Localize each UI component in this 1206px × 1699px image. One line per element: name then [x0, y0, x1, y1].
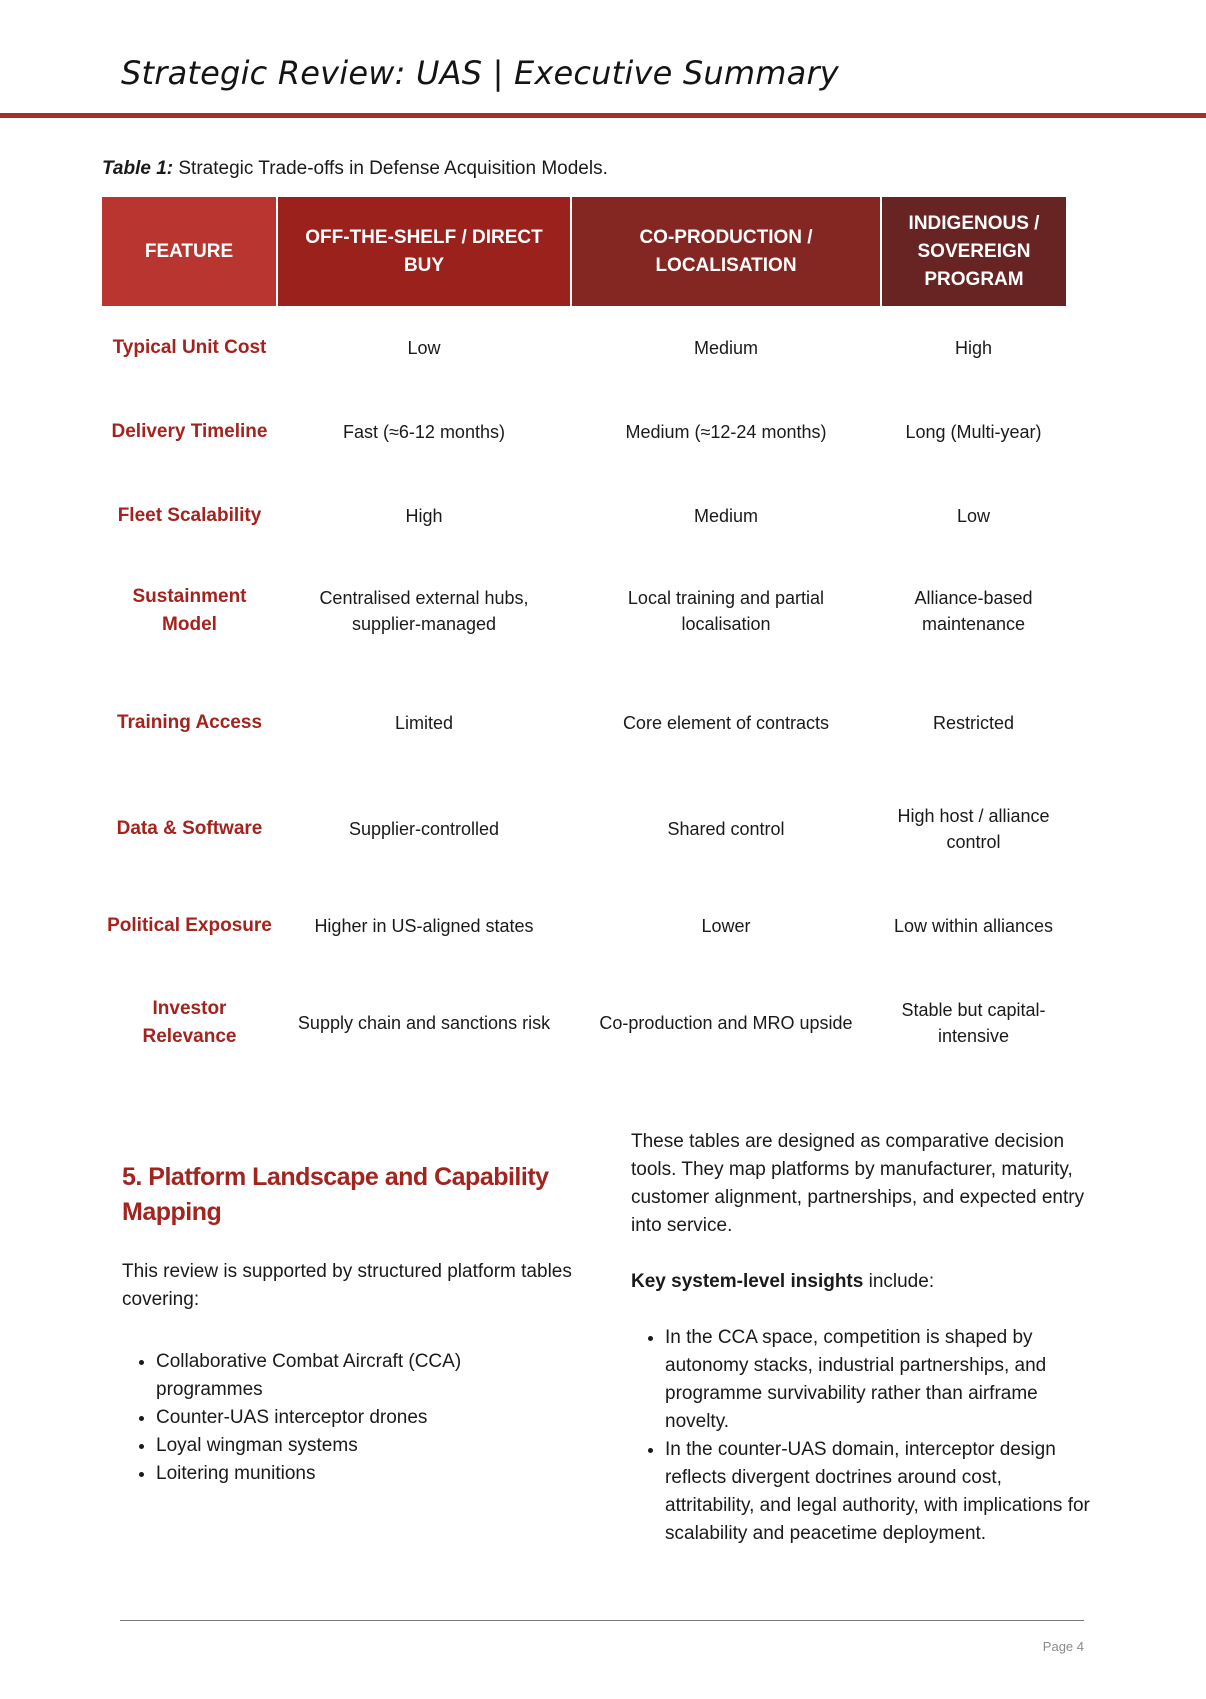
feature-cell: Sustainment Model [132, 586, 247, 635]
trade-offs-table [102, 197, 1066, 1070]
feature-cell: Data & Software [116, 818, 263, 839]
list-item: • Loitering munitions [156, 1460, 572, 1488]
co-production-cell: Core element of contracts [622, 713, 830, 733]
insights-lead-rest: include: [863, 1271, 935, 1292]
table-row [102, 474, 1066, 558]
feature-cell: Fleet Scalability [117, 505, 262, 526]
column-header-off-the-shelf: OFF-THE-SHELF / DIRECT BUY [277, 197, 571, 306]
column-header-feature: FEATURE [102, 197, 277, 306]
table-row [102, 306, 1066, 390]
table-header-row [102, 197, 1066, 306]
page-title: Strategic Review: UAS | Executive Summary [121, 54, 839, 92]
feature-cell: Political Exposure [107, 915, 272, 936]
table-row [102, 782, 1066, 876]
indigenous-cell: Long (Multi-year) [905, 422, 1042, 442]
co-production-cell: Shared control [667, 819, 785, 839]
column-header-co-production: CO-PRODUCTION / LOCALISATION [571, 197, 881, 306]
left-column [122, 1258, 572, 1488]
feature-cell: Investor Relevance [142, 998, 237, 1047]
feature-cell: Training Access [116, 712, 263, 733]
indigenous-cell: Low [956, 506, 991, 526]
off-the-shelf-cell: High [405, 506, 443, 526]
column-header-indigenous: INDIGENOUS / SOVEREIGN PROGRAM [881, 197, 1066, 306]
table-caption [102, 158, 608, 180]
indigenous-cell: Stable but capital-intensive [901, 1000, 1046, 1046]
co-production-cell: Medium [693, 338, 759, 358]
indigenous-cell: High [954, 338, 993, 358]
list-item: • Loyal wingman systems [156, 1432, 572, 1460]
off-the-shelf-cell: Higher in US-aligned states [314, 916, 534, 936]
off-the-shelf-cell: Limited [394, 713, 454, 733]
off-the-shelf-cell: Centralised external hubs, supplier-managed [319, 588, 529, 634]
list-item: • In the CCA space, competition is shaped by autonomy stacks, industrial partnerships, and programme survivability rather than airframe novelty. [665, 1324, 1091, 1436]
list-item: • Counter-UAS interceptor drones [156, 1404, 572, 1432]
co-production-cell: Lower [701, 916, 751, 936]
feature-cell: Typical Unit Cost [112, 337, 267, 358]
insights-lead-bold: Key system-level insights [631, 1271, 864, 1292]
footer-divider [120, 1620, 1084, 1621]
table-row [102, 664, 1066, 782]
indigenous-cell: Alliance-based maintenance [914, 588, 1033, 634]
insights-lead [631, 1268, 1091, 1296]
co-production-cell: Medium (≈12-24 months) [625, 422, 827, 442]
off-the-shelf-cell: Fast (≈6-12 months) [343, 422, 505, 442]
table-row [102, 876, 1066, 976]
table-caption-label: Table 1: [102, 158, 174, 179]
indigenous-cell: Restricted [932, 713, 1015, 733]
insights-list [631, 1324, 1091, 1548]
coverage-list [122, 1348, 572, 1488]
off-the-shelf-cell: Low [407, 338, 441, 358]
table-row [102, 976, 1066, 1070]
intro-paragraph: This review is supported by structured platform tables covering: [122, 1261, 572, 1310]
co-production-cell: Local training and partial localisation [627, 588, 825, 634]
decision-tools-paragraph: These tables are designed as comparative decision tools. They map platforms by manufacturer, maturity, customer alignment, partnerships, and expected entry into service. [631, 1131, 1085, 1236]
off-the-shelf-cell: Supply chain and sanctions risk [297, 1013, 551, 1033]
table-row [102, 558, 1066, 664]
list-item: • In the counter-UAS domain, interceptor design reflects divergent doctrines around cost, attritability, and legal authority, with implications for scalability and peacetime deployment. [665, 1436, 1091, 1548]
off-the-shelf-cell: Supplier-controlled [348, 819, 500, 839]
table-row [102, 390, 1066, 474]
table-caption-text: Strategic Trade-offs in Defense Acquisition Models. [173, 158, 608, 179]
co-production-cell: Medium [693, 506, 759, 526]
page-number: Page 4 [1042, 1639, 1084, 1654]
list-item: • Collaborative Combat Aircraft (CCA) programmes [156, 1348, 572, 1404]
indigenous-cell: Low within alliances [893, 916, 1054, 936]
right-column [631, 1128, 1091, 1548]
feature-cell: Delivery Timeline [111, 421, 268, 442]
co-production-cell: Co-production and MRO upside [599, 1013, 853, 1033]
section-heading: 5. Platform Landscape and Capability Mapping [122, 1163, 549, 1226]
title-divider [0, 113, 1206, 118]
indigenous-cell: High host / alliance control [897, 806, 1050, 852]
